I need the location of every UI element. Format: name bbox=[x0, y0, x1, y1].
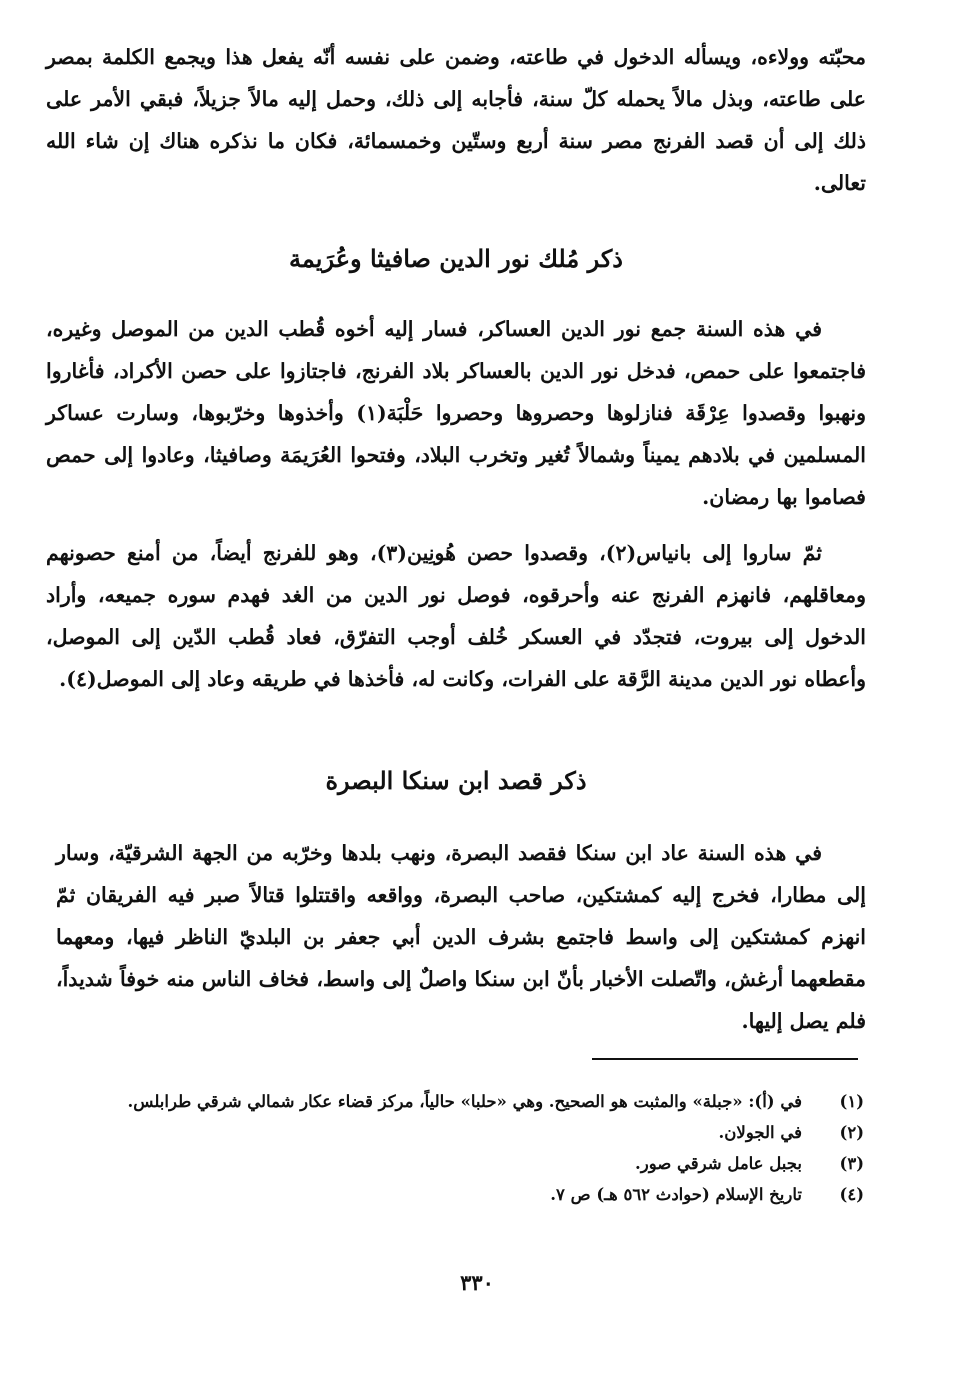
footnote-item bbox=[84, 1086, 864, 1117]
footnotes bbox=[84, 1086, 864, 1210]
footnote-number: (١) bbox=[839, 1092, 864, 1111]
footnote-item bbox=[84, 1179, 864, 1210]
footnote-text: بجبل عامل شرقي صور. bbox=[635, 1154, 802, 1173]
footnote-number: (٣) bbox=[839, 1154, 864, 1173]
footnote-text: تاريخ الإسلام (حوادث ٥٦٢ هـ) ص ٧. bbox=[550, 1185, 802, 1204]
basra-paragraph: في هذه السنة عاد ابن سنكا فقصد البصرة، ونهب بلدها وخرّبه من الجهة الشرقيّة، وسار إلى مطارا، فخرج إليه كمشتكين، صاحب البصرة، وواقعه واقتتلوا قتالاً صبر فيه الفريقان ثمّ انهزم كمشتكين إلى واسط فاجتمع بشرف الدين أبي جعفر بن البلديّ الناظر فيها، ومعهما مقطعهما أرغش، واتّصلت الأخبار بأنّ ابن سنكا واصلٌ إلى واسط، فخاف الناس منه خوفاً شديداً، فلم يصل إليها. bbox=[56, 841, 866, 1033]
footnote-text: في (أ): «جبلة» والمثبت هو الصحيح. وهي «حلبا» حالياً، مركز قضاء عكار شمالي شرقي طرابلس. bbox=[127, 1092, 802, 1111]
footnote-number: (٢) bbox=[839, 1123, 864, 1142]
page-number: ٣٣٠ bbox=[460, 1270, 494, 1295]
footnote-item bbox=[84, 1148, 864, 1179]
footnote-item bbox=[84, 1117, 864, 1148]
nur-al-din-paragraph-1: في هذه السنة جمع نور الدين العساكر، فسار إليه أخوه قُطب الدين من الموصل وغيره، فاجتمعوا على حمص، فدخل نور الدين بالعساكر بلاد الفرنج، فاجتازوا على حصن الأكراد، فأغاروا ونهبوا وقصدوا عِرْقَة فنازلوها وحصروها وحصروا حَلْبَة(١) وأخذوها وخرّبوها، وسارت عساكر المسلمين في بلادهم يميناً وشمالاً تُغير وتخرب البلاد، وفتحوا العُرَيمَة وصافيثا، وعادوا إلى حمص فصاموا بها رمضان. bbox=[46, 317, 866, 509]
section-heading-nur-al-din: ذكر مُلك نور الدين صافيثا وعُرَيمة bbox=[289, 244, 623, 273]
footnote-text: في الجولان. bbox=[718, 1123, 802, 1142]
footnote-number: (٤) bbox=[839, 1185, 864, 1204]
opening-paragraph: محبّته وولاءه، ويسأله الدخول في طاعته، وضمن على نفسه أنّه يفعل هذا ويجمع الكلمة بمصر على طاعته، وبذل مالاً يحمله كلّ سنة، فأجابه إلى ذلك، وحمل إليه مالاً جزيلاً، فبقي الأمر على ذلك إلى أن قصد الفرنج مصر سنة أربع وستّين وخمسمائة، فكان ما نذكره هناك إن شاء الله تعالى. bbox=[46, 45, 866, 195]
footnote-divider bbox=[592, 1058, 858, 1060]
nur-al-din-paragraph-2: ثمّ ساروا إلى بانياس(٢)، وقصدوا حصن هُونِين(٣)، وهو للفرنج أيضاً، من أمنع حصونهم ومعاقلهم، فانهزم الفرنج عنه وأحرقوه، فوصل نور الدين من الغد فهدم سوره جميعه، وأراد الدخول إلى بيروت، فتجدّد في العسكر خُلف أوجب التفرّق، فعاد قُطب الدّين إلى الموصل، وأعطاه نور الدين مدينة الرَّقة على الفرات، وكانت له، فأخذها في طريقه وعاد إلى الموصل(٤). bbox=[46, 541, 866, 691]
section-heading-basra: ذكر قصد ابن سنكا البصرة bbox=[325, 766, 587, 795]
